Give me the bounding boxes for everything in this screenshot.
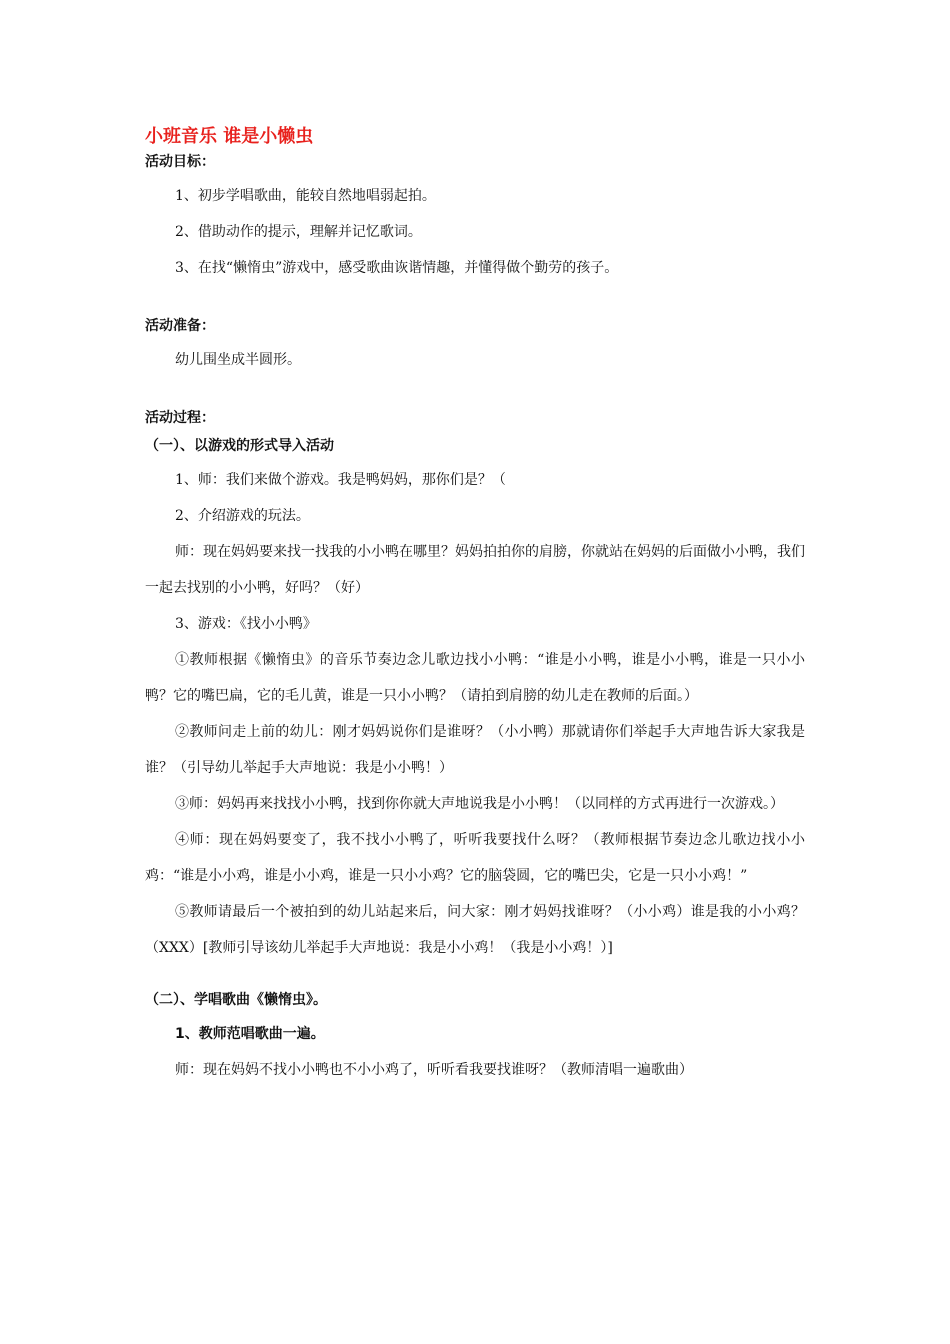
section2-heading: （二）、学唱歌曲《懒惰虫》。 [145,992,327,1008]
section1-paragraph: 3、游戏：《找小小鸭》 [175,616,317,632]
section1-paragraph: 1、师：我们来做个游戏。我是鸭妈妈，那你们是？（ [175,472,506,488]
section1-paragraph: ①教师根据《懒惰虫》的音乐节奏边念儿歌边找小小鸭：“谁是小小鸭，谁是小小鸭，谁是一只小小鸭？它的嘴巴扁，它的毛儿黄，谁是一只小小鸭？（请拍到肩膀的幼儿走在教师的后面。） [145,652,805,704]
section1-paragraph: 师：现在妈妈要来找一找我的小小鸭在哪里？妈妈拍拍你的肩膀，你就站在妈妈的后面做小小鸭，我们一起去找别的小小鸭，好吗？（好） [145,544,805,596]
section1-paragraph: 2、介绍游戏的玩法。 [175,508,310,524]
section1-paragraph: ②教师问走上前的幼儿：刚才妈妈说你们是谁呀？（小小鸭）那就请你们举起手大声地告诉大家我是谁？（引导幼儿举起手大声地说：我是小小鸭！） [145,724,805,776]
goal-item: 2、借助动作的提示，理解并记忆歌词。 [175,224,422,240]
goals-heading: 活动目标： [145,154,215,170]
section2-subheading: 1、教师范唱歌曲一遍。 [175,1026,325,1042]
document-title: 小班音乐 谁是小懒虫 [145,126,314,147]
section1-heading: （一）、以游戏的形式导入活动 [145,438,334,454]
section2-paragraph: 师：现在妈妈不找小小鸭也不小小鸡了，听听看我要找谁呀？（教师清唱一遍歌曲） [175,1062,693,1078]
process-heading: 活动过程： [145,410,215,426]
document-page [145,124,805,1088]
prep-heading: 活动准备： [145,318,215,334]
goal-item: 3、在找“懒惰虫”游戏中，感受歌曲诙谐情趣，并懂得做个勤劳的孩子。 [175,260,619,276]
goal-item: 1、初步学唱歌曲，能较自然地唱弱起拍。 [175,188,436,204]
section1-paragraph: ③师：妈妈再来找找小小鸭，找到你你就大声地说我是小小鸭！（以同样的方式再进行一次游戏。） [175,796,784,812]
prep-text: 幼儿围坐成半圆形。 [175,352,301,368]
section1-paragraph: ⑤教师请最后一个被拍到的幼儿站起来后，问大家：刚才妈妈找谁呀？（小小鸡）谁是我的小小鸡？（XXX）[教师引导该幼儿举起手大声地说：我是小小鸡！（我是小小鸡！）] [145,904,805,956]
section1-paragraph: ④师：现在妈妈要变了，我不找小小鸭了，听听我要找什么呀？（教师根据节奏边念儿歌边找小小鸡：“谁是小小鸡，谁是小小鸡，谁是一只小小鸡？它的脑袋圆，它的嘴巴尖，它是一只小小鸡！” [145,832,805,884]
